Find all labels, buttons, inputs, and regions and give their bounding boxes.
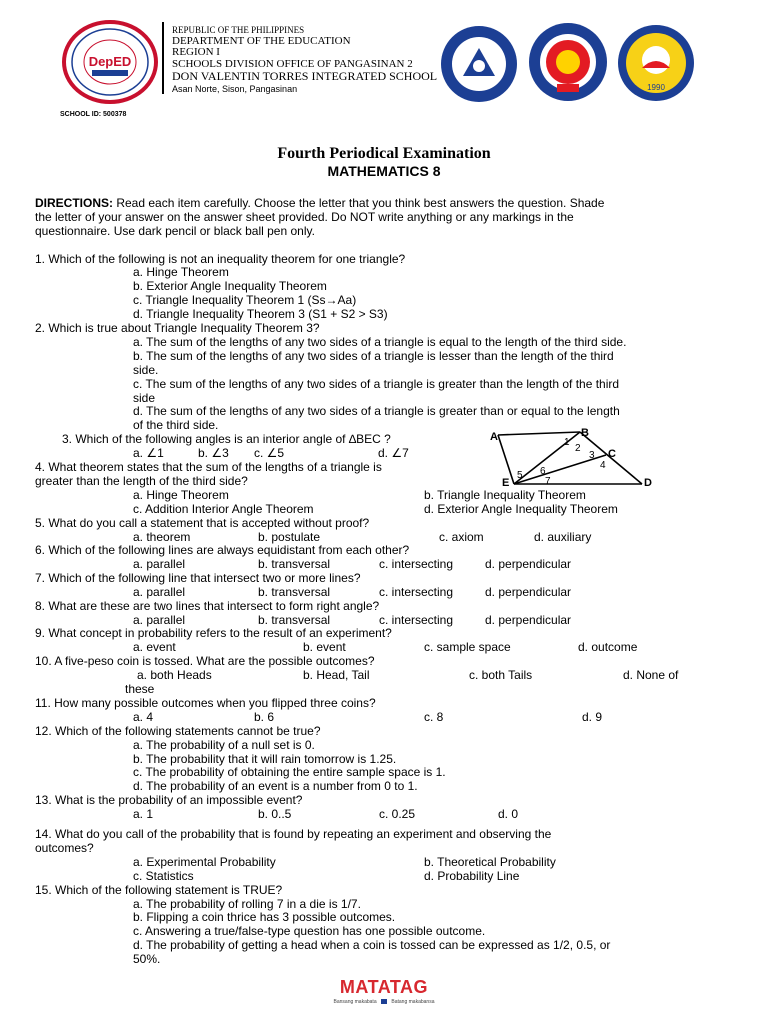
school-id: SCHOOL ID: 500378 xyxy=(60,111,127,118)
q8-option-b: b. transversal xyxy=(258,613,331,627)
q2-option-c-cont: side xyxy=(133,391,156,405)
q4-option-b: b. Triangle Inequality Theorem xyxy=(424,488,586,502)
q1-option-a: a. Hinge Theorem xyxy=(133,265,229,279)
q1-option-b: b. Exterior Angle Inequality Theorem xyxy=(133,279,327,293)
q12-option-a: a. The probability of a null set is 0. xyxy=(133,738,315,752)
q7-option-c: c. intersecting xyxy=(379,585,454,599)
q4-stem-cont: greater than the length of the third side? xyxy=(35,474,248,488)
q4-stem: 4. What theorem states that the sum of the lengths of a triangle is xyxy=(35,460,382,474)
vertex-e: E xyxy=(502,477,510,489)
q14-stem: 14. What do you call of the probability that is found by repeating an experiment and observing the xyxy=(35,827,552,841)
q8-option-c: c. intersecting xyxy=(379,613,454,627)
header-divider xyxy=(162,22,164,94)
q3-option-a: a. ∠1 xyxy=(133,446,164,460)
q7-option-b: b. transversal xyxy=(258,585,331,599)
kagawaran-seal xyxy=(438,24,520,104)
q14-option-c: c. Statistics xyxy=(133,869,194,883)
q4-option-c: c. Addition Interior Angle Theorem xyxy=(133,502,314,516)
deped-seal-text: DepED xyxy=(88,54,132,69)
q2-option-a: a. The sum of the lengths of any two sides of a triangle is equal to the length of the third side. xyxy=(133,335,627,349)
pangasinan-seal-year: 1990 xyxy=(647,83,665,92)
q9-option-d: d. outcome xyxy=(578,640,638,654)
q15-option-c: c. Answering a true/false-type question has one possible outcome. xyxy=(133,924,486,938)
q12-option-c: c. The probability of obtaining the entire sample space is 1. xyxy=(133,765,446,779)
q9-option-c: c. sample space xyxy=(424,640,511,654)
q2-option-d-cont: of the third side. xyxy=(133,418,219,432)
directions-line-3: questionnaire. Use dark pencil or black ball pen only. xyxy=(35,224,315,238)
angle-1: 1 xyxy=(564,437,570,448)
q3-option-c: c. ∠5 xyxy=(254,446,285,460)
q4-option-a: a. Hinge Theorem xyxy=(133,488,229,502)
q6-option-d: d. perpendicular xyxy=(485,557,572,571)
q11-option-a: a. 4 xyxy=(133,710,154,724)
vertex-b: B xyxy=(581,427,589,439)
q11-stem: 11. How many possible outcomes when you flipped three coins? xyxy=(35,696,376,710)
q5-option-d: d. auxiliary xyxy=(534,530,592,544)
q8-stem: 8. What are these are two lines that intersect to form right angle? xyxy=(35,599,380,613)
triangle-figure xyxy=(484,424,664,490)
q9-stem: 9. What concept in probability refers to the result of an experiment? xyxy=(35,626,392,640)
q13-option-b: b. 0..5 xyxy=(258,807,292,821)
vertex-a: A xyxy=(490,431,498,443)
q6-option-b: b. transversal xyxy=(258,557,331,571)
q13-stem: 13. What is the probability of an impossible event? xyxy=(35,793,303,807)
q15-option-d-cont: 50%. xyxy=(133,952,161,966)
q3-stem: 3. Which of the following angles is an interior angle of ∆BEC ? xyxy=(62,432,391,446)
tagline-1: Bansang makabata xyxy=(333,999,377,1005)
q5-option-b: b. postulate xyxy=(258,530,321,544)
q10-stem: 10. A five-peso coin is tossed. What are the possible outcomes? xyxy=(35,654,375,668)
q2-option-b: b. The sum of the lengths of any two sides of a triangle is lesser than the length of the third xyxy=(133,349,614,363)
q10-option-d-cont: these xyxy=(125,682,155,696)
q11-option-c: c. 8 xyxy=(424,710,444,724)
q9-option-a: a. event xyxy=(133,640,176,654)
q12-option-d: d. The probability of an event is a number from 0 to 1. xyxy=(133,779,418,793)
header-address: Asan Norte, Sison, Pangasinan xyxy=(172,84,298,94)
angle-5: 5 xyxy=(517,470,523,481)
directions-line-1 xyxy=(35,196,604,210)
tagline-2: Batang makabansa xyxy=(391,999,435,1005)
pangasinan-seal xyxy=(616,24,696,102)
q8-option-a: a. parallel xyxy=(133,613,186,627)
header-republic: REPUBLIC OF THE PHILIPPINES xyxy=(172,25,305,35)
directions-line-2: the letter of your answer on the answer sheet provided. Do NOT write anything or any markings in the xyxy=(35,210,574,224)
header-region: REGION I xyxy=(172,46,220,58)
region-seal xyxy=(527,22,609,102)
q2-option-c: c. The sum of the lengths of any two sides of a triangle is greater than the length of the third xyxy=(133,377,620,391)
q12-option-b: b. The probability that it will rain tomorrow is 1.25. xyxy=(133,752,397,766)
q5-option-c: c. axiom xyxy=(439,530,484,544)
matatag-logo: MATATAG xyxy=(339,977,429,997)
q15-option-a: a. The probability of rolling 7 in a die is 1/7. xyxy=(133,897,361,911)
tagline-icon xyxy=(381,999,387,1004)
header-department: DEPARTMENT OF THE EDUCATION xyxy=(172,35,351,47)
q1-option-c: c. Triangle Inequality Theorem 1 (Ss→Aa) xyxy=(133,293,357,307)
angle-3: 3 xyxy=(589,450,595,461)
exam-subject: MATHEMATICS 8 xyxy=(327,163,441,179)
q14-stem-cont: outcomes? xyxy=(35,841,94,855)
q8-option-d: d. perpendicular xyxy=(485,613,572,627)
q15-option-d: d. The probability of getting a head when a coin is tossed can be expressed as 1/2, 0.5, or xyxy=(133,938,611,952)
directions-label: DIRECTIONS: xyxy=(35,196,113,210)
q6-option-a: a. parallel xyxy=(133,557,186,571)
angle-4: 4 xyxy=(600,460,606,471)
q12-stem: 12. Which of the following statements cannot be true? xyxy=(35,724,321,738)
q10-option-b: b. Head, Tail xyxy=(303,668,370,682)
angle-2: 2 xyxy=(575,443,581,454)
q4-option-d: d. Exterior Angle Inequality Theorem xyxy=(424,502,618,516)
q7-option-a: a. parallel xyxy=(133,585,186,599)
angle-6: 6 xyxy=(540,466,546,477)
q3-option-d: d. ∠7 xyxy=(378,446,409,460)
directions-text-1: Read each item carefully. Choose the letter that you think best answers the question. Shade xyxy=(113,196,605,210)
q11-option-d: d. 9 xyxy=(582,710,603,724)
q5-option-a: a. theorem xyxy=(133,530,191,544)
q13-option-a: a. 1 xyxy=(133,807,154,821)
vertex-d: D xyxy=(644,477,652,489)
deped-seal xyxy=(62,20,158,104)
q15-option-b: b. Flipping a coin thrice has 3 possible outcomes. xyxy=(133,910,396,924)
header-division: SCHOOLS DIVISION OFFICE OF PANGASINAN 2 xyxy=(172,58,413,70)
q15-stem: 15. Which of the following statement is TRUE? xyxy=(35,883,283,897)
q5-stem: 5. What do you call a statement that is accepted without proof? xyxy=(35,516,370,530)
exam-title: Fourth Periodical Examination xyxy=(277,145,491,162)
q7-stem: 7. Which of the following line that intersect two or more lines? xyxy=(35,571,361,585)
q6-stem: 6. Which of the following lines are always equidistant from each other? xyxy=(35,543,410,557)
q14-option-a: a. Experimental Probability xyxy=(133,855,276,869)
q1-stem: 1. Which of the following is not an inequality theorem for one triangle? xyxy=(35,252,406,266)
q10-option-a: a. both Heads xyxy=(137,668,212,682)
q6-option-c: c. intersecting xyxy=(379,557,454,571)
q10-option-d: d. None of xyxy=(623,668,679,682)
matatag-tagline xyxy=(0,999,768,1005)
q2-option-d: d. The sum of the lengths of any two sides of a triangle is greater than or equal to the length xyxy=(133,404,620,418)
q1-option-d: d. Triangle Inequality Theorem 3 (S1 + S2 > S3) xyxy=(133,307,388,321)
q11-option-b: b. 6 xyxy=(254,710,275,724)
q2-stem: 2. Which is true about Triangle Inequality Theorem 3? xyxy=(35,321,320,335)
q2-option-b-cont: side. xyxy=(133,363,159,377)
vertex-c: C xyxy=(608,448,616,460)
q14-option-b: b. Theoretical Probability xyxy=(424,855,556,869)
header-school: DON VALENTIN TORRES INTEGRATED SCHOOL xyxy=(172,69,438,83)
q13-option-c: c. 0.25 xyxy=(379,807,416,821)
q9-option-b: b. event xyxy=(303,640,346,654)
q13-option-d: d. 0 xyxy=(498,807,519,821)
angle-7: 7 xyxy=(545,476,551,487)
q3-option-b: b. ∠3 xyxy=(198,446,229,460)
q14-option-d: d. Probability Line xyxy=(424,869,520,883)
q7-option-d: d. perpendicular xyxy=(485,585,572,599)
q10-option-c: c. both Tails xyxy=(469,668,533,682)
